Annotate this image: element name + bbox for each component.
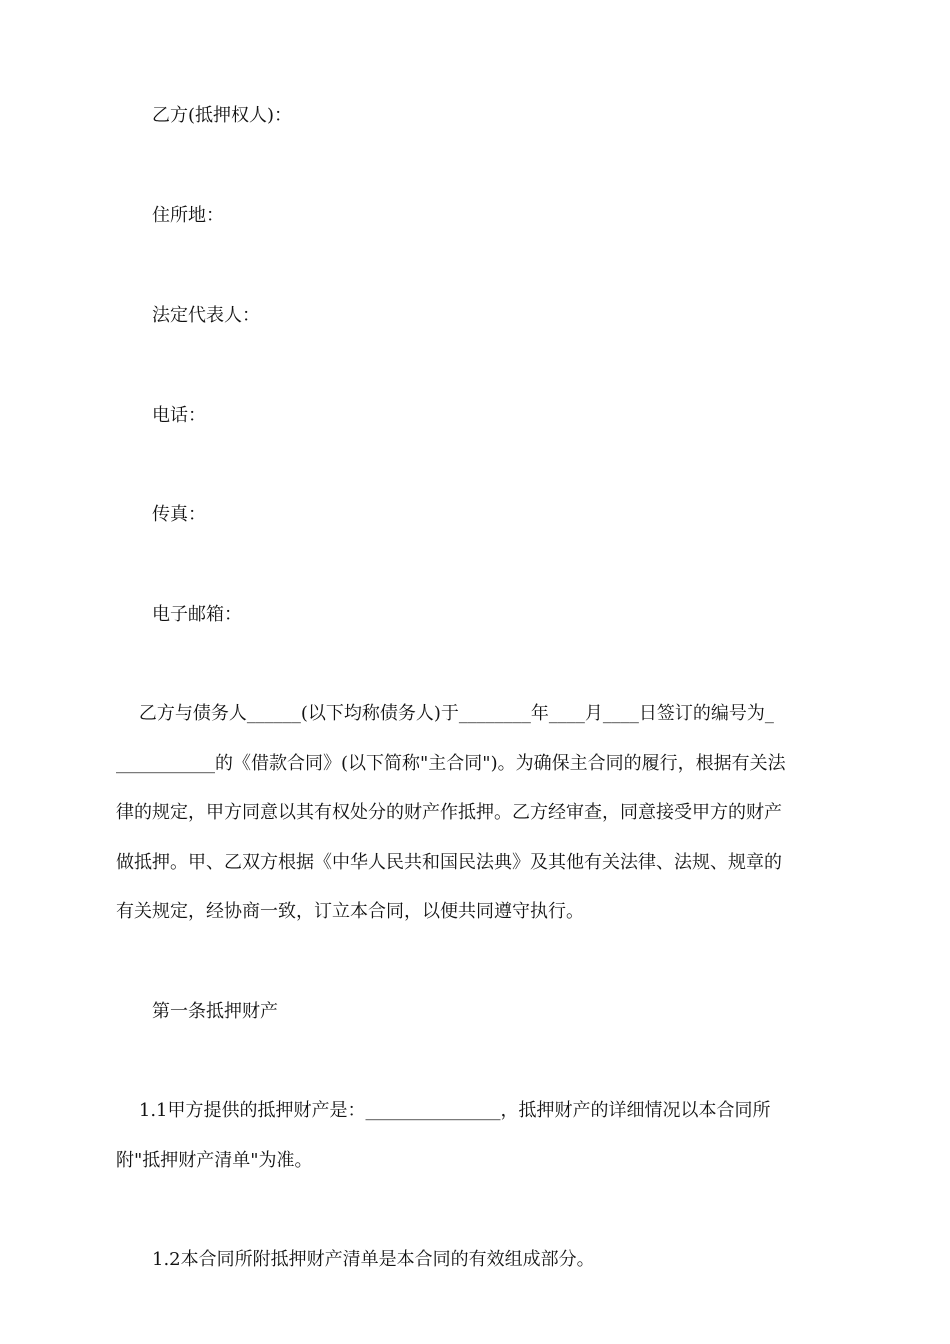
clause-1-1-line-1: 1.1甲方提供的抵押财产是：_______________，抵押财产的详细情况以本合同所: [116, 1100, 771, 1121]
field-address: 住所地：: [152, 205, 224, 226]
intro-line-5: 有关规定，经协商一致，订立本合同，以便共同遵守执行。: [116, 901, 584, 922]
clause-1-1-line-2: 附"抵押财产清单"为准。: [116, 1150, 313, 1171]
field-party-b: 乙方(抵押权人)：: [152, 105, 293, 126]
field-phone: 电话：: [152, 405, 206, 426]
field-email: 电子邮箱：: [152, 604, 242, 625]
field-legal-rep: 法定代表人：: [152, 305, 260, 326]
intro-line-1: 乙方与债务人______(以下均称债务人)于________年____月____日签订的编号为_: [116, 703, 774, 724]
clause-1-2: 1.2本合同所附抵押财产清单是本合同的有效组成部分。: [152, 1249, 595, 1270]
intro-line-4: 做抵押。甲、乙双方根据《中华人民共和国民法典》及其他有关法律、法规、规章的: [116, 852, 782, 873]
intro-line-2: ___________的《借款合同》(以下简称"主合同")。为确保主合同的履行，根据有关法: [116, 753, 786, 774]
intro-line-3: 律的规定，甲方同意以其有权处分的财产作抵押。乙方经审查，同意接受甲方的财产: [116, 802, 782, 823]
field-fax: 传真：: [152, 504, 206, 525]
article-1-title: 第一条抵押财产: [152, 1001, 278, 1022]
